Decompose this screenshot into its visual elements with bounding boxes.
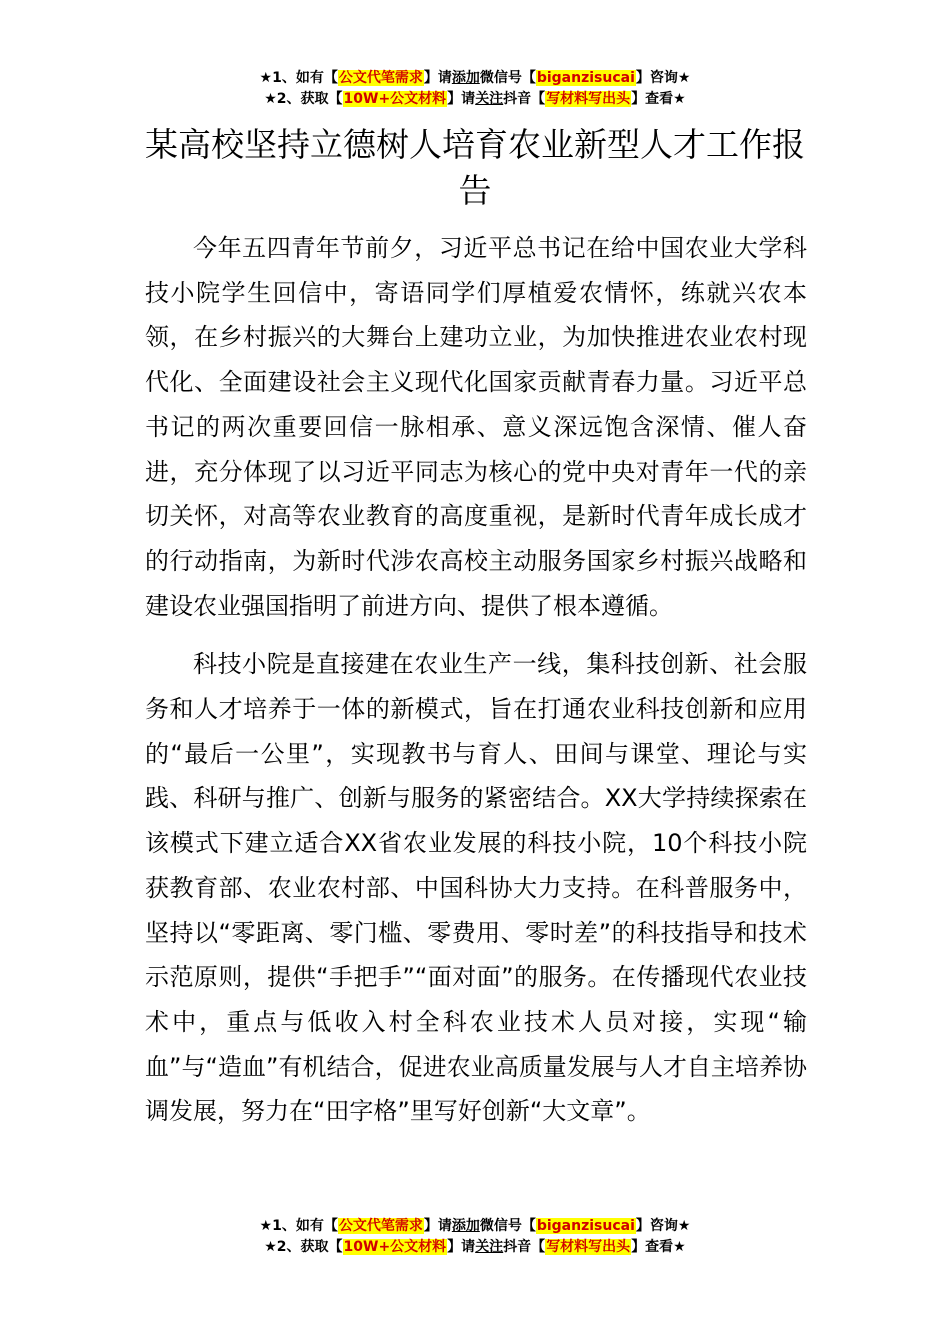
banner-line-2 xyxy=(0,1237,950,1258)
banner-text: 微信号【 xyxy=(479,1218,536,1234)
banner-text: 】咨询★ xyxy=(635,70,691,86)
banner-highlight: 10W+公文材料 xyxy=(343,1239,447,1255)
banner-highlight: 10W+公文材料 xyxy=(343,91,447,107)
banner-text: 抖音【 xyxy=(503,1239,546,1255)
banner-highlight: 公文代笔需求 xyxy=(338,1218,423,1234)
banner-underline: 添加 xyxy=(451,1218,480,1234)
banner-text: 抖音【 xyxy=(503,91,546,107)
banner-highlight: 公文代笔需求 xyxy=(338,70,423,86)
banner-text: 】查看★ xyxy=(631,91,686,107)
banner-text: ★2、获取【 xyxy=(264,1239,343,1255)
document-body xyxy=(145,226,807,1148)
banner-highlight: 写材料写出头 xyxy=(546,1239,631,1255)
banner-text: 】咨询★ xyxy=(635,1218,691,1234)
banner-underline: 关注 xyxy=(475,1239,504,1255)
body-paragraph-1: 今年五四青年节前夕，习近平总书记在给中国农业大学科技小院学生回信中，寄语同学们厚植爱农情怀，练就兴农本领，在乡村振兴的大舞台上建功立业，为加快推进农业农村现代化、全面建设社会主义现代化国家贡献青春力量。习近平总书记的两次重要回信一脉相承、意义深远饱含深情、催人奋进，充分体现了以习近平同志为核心的党中央对青年一代的亲切关怀，对高等农业教育的高度重视，是新时代青年成长成才的行动指南，为新时代涉农高校主动服务国家乡村振兴战略和建设农业强国指明了前进方向、提供了根本遵循。 xyxy=(145,234,807,620)
banner-highlight: biganzisucai xyxy=(536,70,635,86)
banner-text: ★2、获取【 xyxy=(264,91,343,107)
banner-text: ★1、如有【 xyxy=(259,1218,338,1234)
banner-highlight: biganzisucai xyxy=(536,1218,635,1234)
banner-line-1 xyxy=(0,1216,950,1237)
banner-text: ★1、如有【 xyxy=(259,70,338,86)
banner-text: 】请 xyxy=(423,1218,452,1234)
banner-text: 】请 xyxy=(447,91,476,107)
footer-banner xyxy=(0,1216,950,1258)
banner-line-1 xyxy=(0,68,950,89)
banner-line-2 xyxy=(0,89,950,110)
header-banner xyxy=(0,68,950,110)
body-paragraph-2: 科技小院是直接建在农业生产一线，集科技创新、社会服务和人才培养于一体的新模式，旨在打通农业科技创新和应用的“最后一公里”，实现教书与育人、田间与课堂、理论与实践、科研与推广、创新与服务的紧密结合。XX大学持续探索在该模式下建立适合XX省农业发展的科技小院，10个科技小院获教育部、农业农村部、中国科协大力支持。在科普服务中，坚持以“零距离、零门槛、零费用、零时差”的科技指导和技术示范原则，提供“手把手”“面对面”的服务。在传播现代农业技术中，重点与低收入村全科农业技术人员对接，实现“输血”与“造血”有机结合，促进农业高质量发展与人才自主培养协调发展，努力在“田字格”里写好创新“大文章”。 xyxy=(145,650,807,1126)
banner-text: 】查看★ xyxy=(631,1239,686,1255)
banner-highlight: 写材料写出头 xyxy=(546,91,631,107)
banner-text: 微信号【 xyxy=(479,70,536,86)
banner-text: 】请 xyxy=(423,70,452,86)
banner-underline: 添加 xyxy=(451,70,480,86)
banner-text: 】请 xyxy=(447,1239,476,1255)
banner-underline: 关注 xyxy=(475,91,504,107)
document-title: 某高校坚持立德树人培育农业新型人才工作报告 xyxy=(145,125,805,210)
